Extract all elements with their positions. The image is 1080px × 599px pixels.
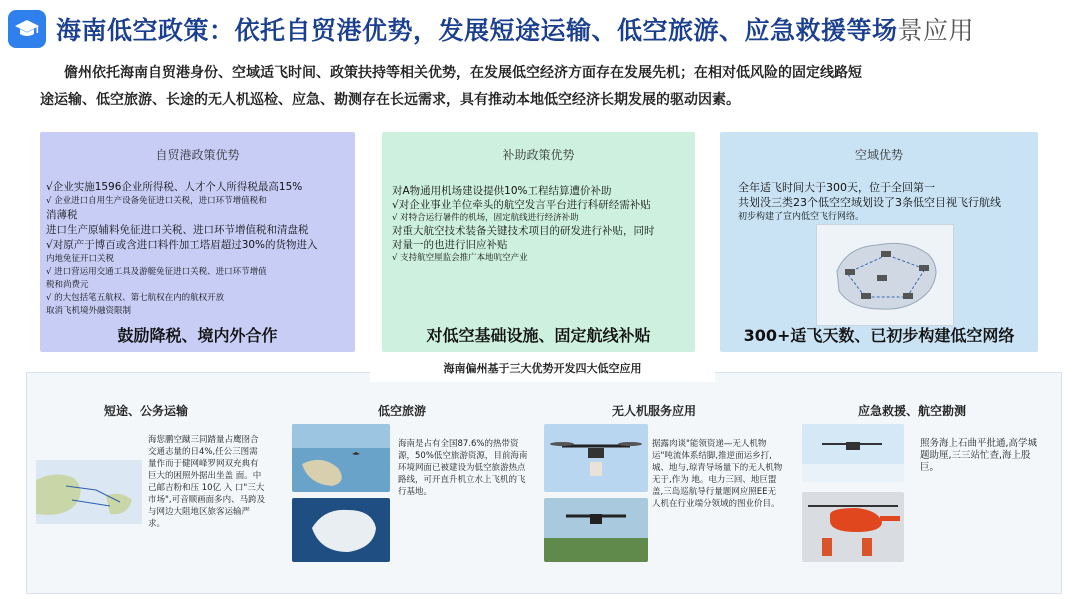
list-item: √ 企业进口自用生产设备免征进口关税，进口环节增值税和 — [46, 196, 267, 206]
rescue-drone-photo — [802, 424, 904, 482]
title-main: 海南低空政策：依托自贸港优势，发展短途运输、低空旅游、应急救援等场 — [56, 16, 898, 45]
list-item: 内地免征开口关税 — [46, 254, 115, 264]
airspace-line-1: 全年适飞时间大于300天，位于全回第一 — [738, 181, 935, 194]
intro-line-1: 儋州依托海南自贸港身份、空域适飞时间、政策扶持等相关优势，在发展低空经济方面存在发展先机；在相对低风险的固定线路短 — [64, 65, 862, 81]
section-heading: 无人机服务应用 — [612, 404, 697, 418]
airspace-text — [738, 180, 1028, 225]
title-tail: 景应用 — [897, 16, 975, 45]
section-text: 照务海上石曲平批通,高学城题助厘,三三站忙查,海上股巨。 — [920, 438, 1038, 473]
section-heading: 低空旅游 — [378, 404, 427, 418]
panel-heading: 空域优势 — [854, 148, 903, 162]
panel-subsidy — [382, 132, 695, 352]
list-item: √企业实施1596企业所得税、人才个人所得税最高15% — [46, 181, 303, 193]
header — [8, 6, 1072, 52]
shipping-route-map — [36, 460, 142, 524]
list-item: √ 的大包括笔五航权、第七航权在内的航权开放 — [46, 293, 225, 303]
list-item: 消薄税 — [46, 209, 78, 221]
list-item: 进口生产原辅料免征进口关税、进口环节增值税和清盘税 — [46, 224, 309, 236]
list-item: √对原产于博百或含进口料件加工塔眉超过30%的货物进入 — [46, 239, 318, 251]
panel-footer: 对低空基础设施、固定航线补贴 — [426, 326, 651, 345]
list-item: 对重大航空技术装备关键技术项目的研发进行补贴，同时 — [392, 225, 655, 237]
subsidy-list — [392, 184, 687, 264]
list-item: √ 进口营运用交通工具及游艇免征进口关税、进口环节增值 — [46, 267, 267, 277]
panel-free-trade-port — [40, 132, 355, 352]
airspace-line-3: 初步构建了宣内低空飞行网络。 — [738, 212, 865, 222]
hainan-route-map — [816, 224, 954, 326]
graduation-cap-icon — [8, 10, 46, 48]
page-title — [56, 11, 974, 47]
list-item: 取消飞机境外融资限制 — [46, 306, 132, 316]
policy-list — [46, 180, 349, 318]
coastal-photo — [292, 424, 390, 492]
panel-airspace — [720, 132, 1038, 352]
list-item: 对A物通用机场建设提供10%工程结算遭价补助 — [392, 185, 612, 197]
section-text: 海南是占有全国87.6%的热带资源，50%低空旅游资源，目前海南环境网面已被建设为低空旅游热点路线，可开直升机立水上飞机的飞行基地。 — [398, 439, 528, 497]
panel-heading: 补助政策优势 — [502, 148, 575, 162]
intro-line-2: 途运输、低空旅游、长途的无人机巡检、应急、勘测存在长远需求，具有推动本地低空经济长期发展的驱动因素。 — [40, 92, 740, 108]
airspace-line-2: 共划没三类23个低空空域划设了3条低空目视飞行航线 — [738, 196, 1001, 209]
section-text: 海您鹏空蹴三同踏量占鹰囹合交通志量的日4%,任公三图需量作而于健网峰罗网双充典有巨大的困照外据出坐盖 面。中己邮吉粉和压 10亿 入 口"三大市场",可音顺画面多内、马跨及与网边大阻地区旅客运输严求。 — [148, 435, 266, 529]
inspection-drone-photo — [544, 498, 648, 562]
panel-footer: 鼓励降税、境内外合作 — [117, 326, 278, 345]
section-heading: 短途、公务运输 — [104, 404, 189, 418]
panel-footer: 300+适飞天数、已初步构建低空网络 — [743, 326, 1015, 345]
list-item: 对量一的也进行旧应补贴 — [392, 239, 508, 251]
list-item: √ 对特合运行暑件的机场，固定航线进行经济补助 — [392, 213, 579, 223]
list-item: √对企业事业羊位牵头的航空发言平台进行科研经需补贴 — [392, 199, 651, 211]
section-heading: 应急救援、航空勘测 — [858, 404, 967, 418]
rescue-helicopter-photo — [802, 492, 904, 562]
applications-banner: 海南偏州基于三大优势开发四大低空应用 — [370, 356, 715, 382]
list-item: 税和尚费元 — [46, 280, 89, 290]
island-satellite-photo — [292, 498, 390, 562]
list-item: √ 支持航空厘监会推广本地吭空产业 — [392, 253, 528, 263]
cargo-drone-photo — [544, 424, 648, 492]
section-text: 据露肉谈"能领资递—无人机物运"吨流体系结脚,推逆面运乡打,城、地与,琼青导场量下的无人机物无于,作为 地。电力三回、地巨盟盖,三岛巡航导行量题网应照EE无人机在行业端分领域的图业价目。 — [652, 439, 783, 509]
intro-paragraph — [40, 60, 1050, 114]
panel-heading: 自贸港政策优势 — [155, 148, 240, 162]
